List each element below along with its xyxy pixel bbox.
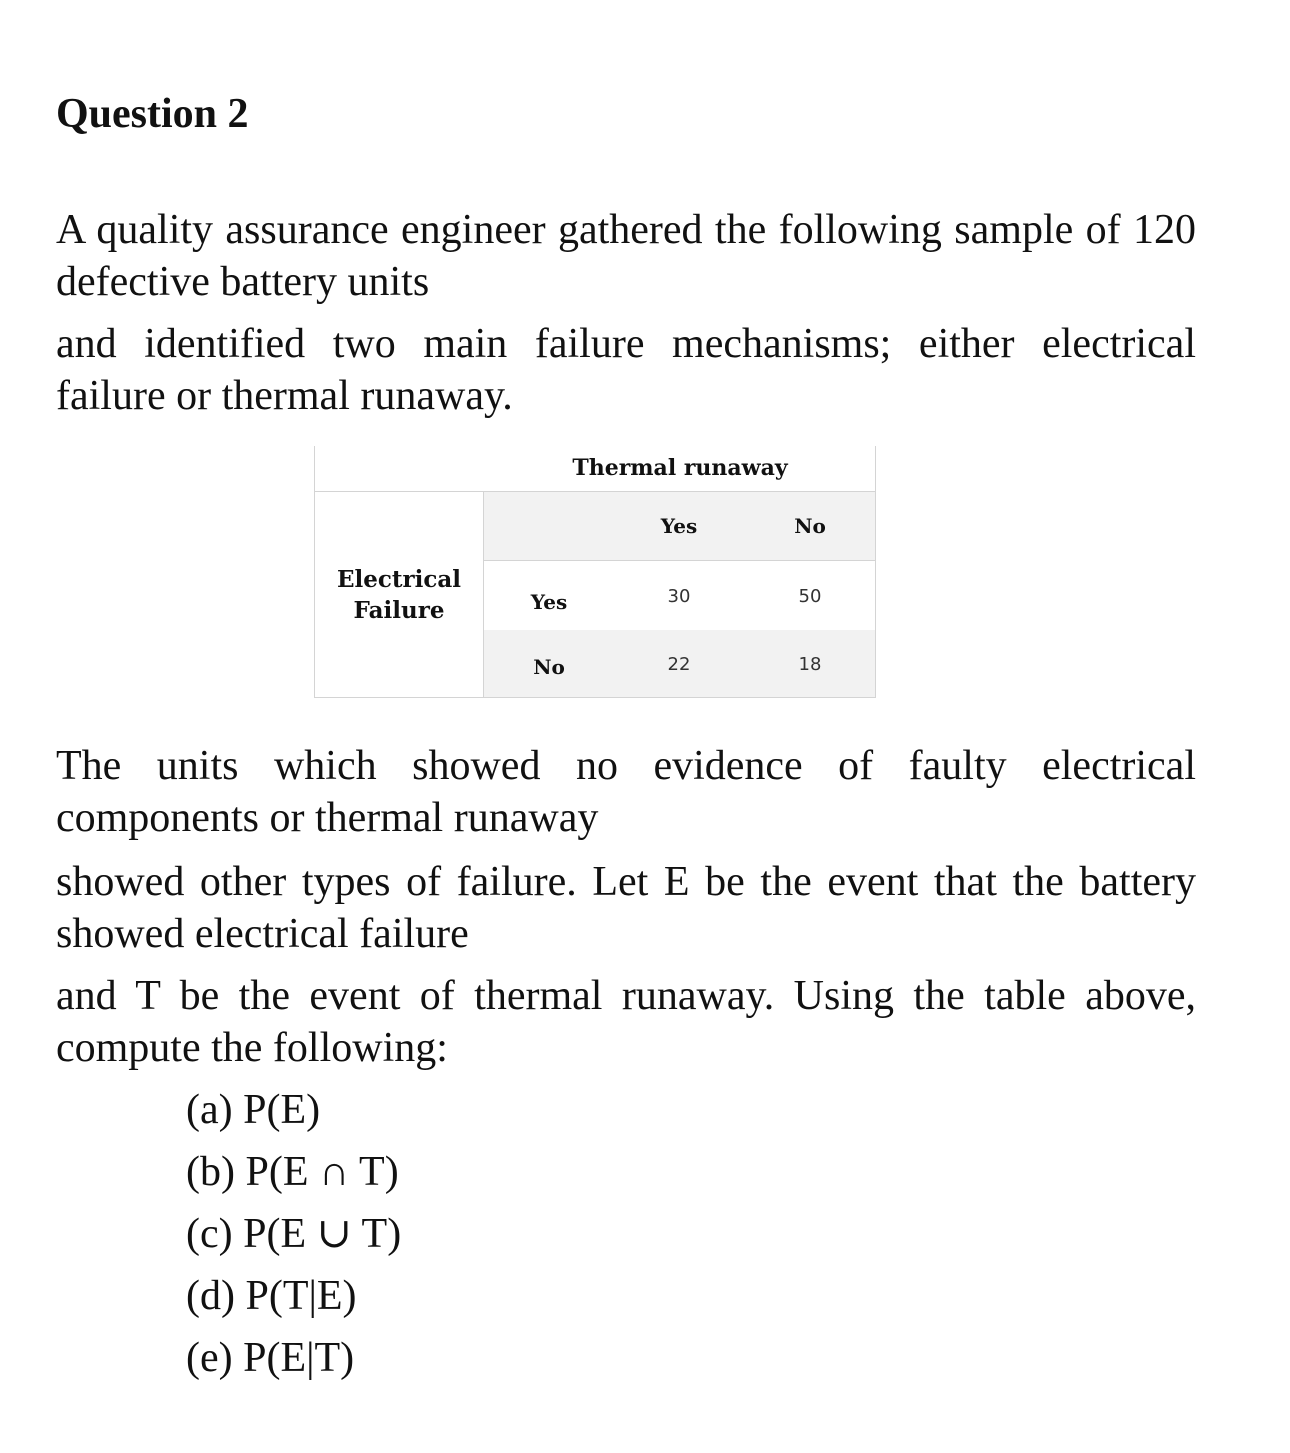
sub-question-c: (c) P(E ∪ T) bbox=[186, 1211, 402, 1257]
body-paragraph-2: showed other types of failure. Let E be the event that the battery showed electrical failure bbox=[56, 859, 1196, 957]
body-paragraph-3: and T be the event of thermal runaway. Using the table above, compute the following: bbox=[56, 973, 1196, 1071]
row-header-yes: Yes bbox=[530, 590, 568, 614]
intro-paragraph-1: A quality assurance engineer gathered the following sample of 120 defective battery units bbox=[56, 207, 1196, 305]
sub-question-list bbox=[186, 1084, 401, 1394]
row-group-header-line2: Failure bbox=[353, 597, 445, 624]
cell-no-no: 18 bbox=[798, 653, 822, 675]
sub-question-a: (a) P(E) bbox=[186, 1087, 321, 1133]
cell-yes-no: 50 bbox=[798, 585, 822, 607]
sub-question-b: (b) P(E ∩ T) bbox=[186, 1149, 399, 1195]
column-header-yes: Yes bbox=[660, 514, 698, 538]
column-header-no: No bbox=[794, 514, 826, 538]
cell-no-yes: 22 bbox=[667, 653, 691, 675]
body-paragraph-1: The units which showed no evidence of faulty electrical components or thermal runaway bbox=[56, 743, 1196, 841]
row-group-header bbox=[314, 492, 484, 698]
question-title: Question 2 bbox=[56, 91, 249, 137]
sub-question-e: (e) P(E|T) bbox=[186, 1335, 355, 1381]
cell-yes-yes: 30 bbox=[667, 585, 691, 607]
table-rule-header bbox=[484, 560, 876, 561]
row-header-no: No bbox=[533, 655, 565, 679]
row-group-header-line1: Electrical bbox=[336, 566, 462, 593]
contingency-table bbox=[314, 446, 876, 698]
intro-paragraph-2: and identified two main failure mechanisms; either electrical failure or thermal runaway. bbox=[56, 321, 1196, 419]
column-group-header: Thermal runaway bbox=[572, 455, 788, 481]
sub-question-d: (d) P(T|E) bbox=[186, 1273, 357, 1319]
